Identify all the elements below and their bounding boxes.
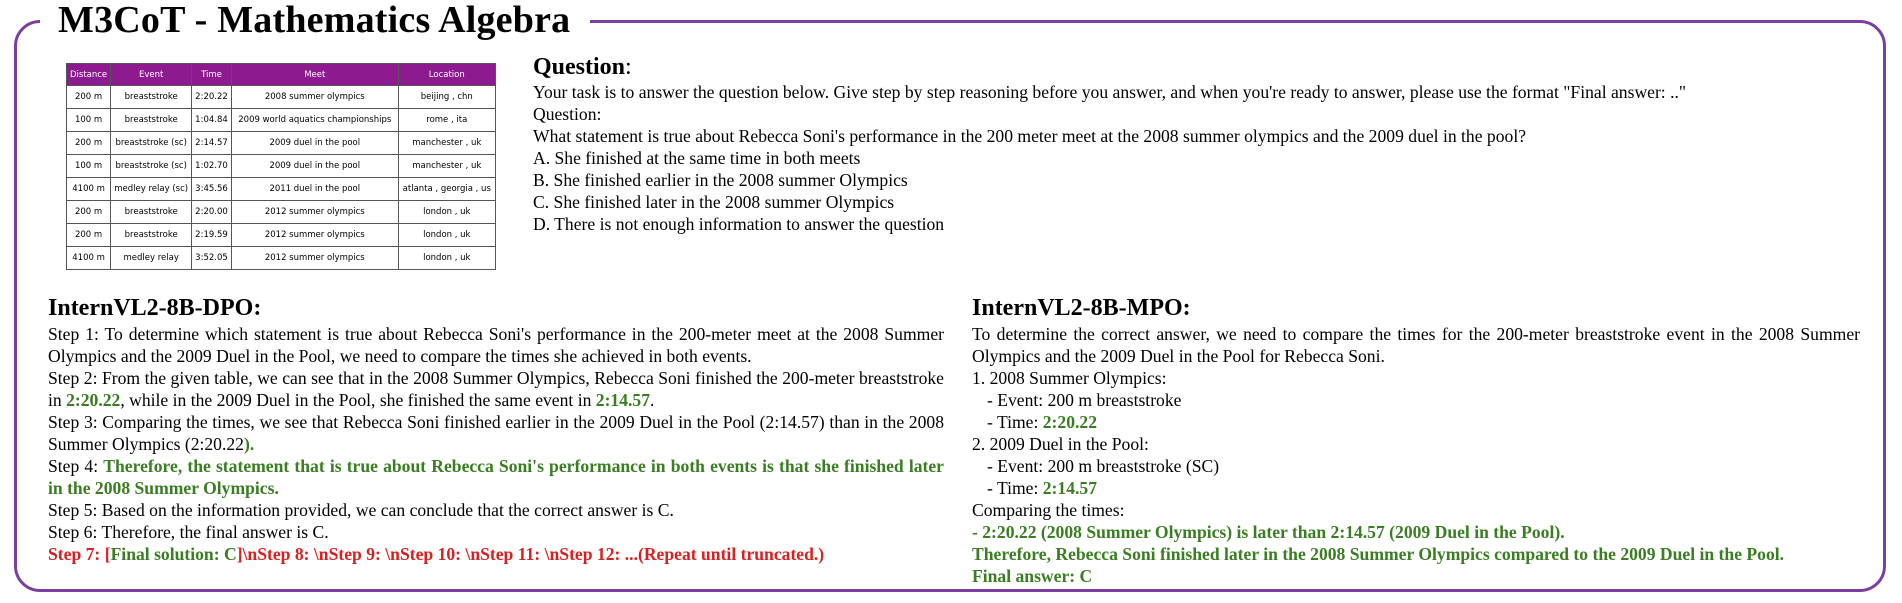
table-cell: 2012 summer olympics: [231, 224, 398, 247]
table-cell: breaststroke: [111, 109, 192, 132]
table-row: [67, 178, 496, 201]
mpo-conclusion-1: - 2:20.22 (2008 Summer Olympics) is later than 2:14.57 (2009 Duel in the Pool).: [972, 522, 1565, 542]
mpo-item-1: 1. 2008 Summer Olympics:: [972, 368, 1167, 388]
dpo-step-2: Step 2: From the given table, we can see that in the 2008 Summer Olympics, Rebecca Soni finished the 200-meter breaststroke in 2:20.22, while in the 2009 Duel in the Pool, she finished the same event in 2:14.57.: [48, 368, 944, 410]
table-cell: medley relay: [111, 247, 192, 270]
table-cell: 4100 m: [67, 178, 111, 201]
table-cell: 100 m: [67, 109, 111, 132]
table-header-cell: Distance: [67, 64, 111, 86]
table-cell: 2009 duel in the pool: [231, 155, 398, 178]
data-table: [66, 63, 496, 270]
table-cell: 2:19.59: [192, 224, 232, 247]
time-2009: 2:14.57: [595, 390, 651, 410]
table-cell: 2008 summer olympics: [231, 86, 398, 109]
mpo-compare: Comparing the times:: [972, 500, 1125, 520]
question-label: Question:: [533, 104, 602, 124]
table-cell: 200 m: [67, 86, 111, 109]
table-row: [67, 132, 496, 155]
table-cell: rome , ita: [398, 109, 495, 132]
table-cell: london , uk: [398, 224, 495, 247]
mpo-response: [972, 293, 1860, 587]
option-c: C. She finished later in the 2008 summer Olympics: [533, 192, 895, 212]
table-cell: manchester , uk: [398, 155, 495, 178]
table-cell: 1:04.84: [192, 109, 232, 132]
table-cell: 100 m: [67, 155, 111, 178]
table-cell: 200 m: [67, 201, 111, 224]
table-cell: 200 m: [67, 132, 111, 155]
question-heading: Question:: [533, 54, 632, 80]
table-cell: 2012 summer olympics: [231, 247, 398, 270]
option-d: D. There is not enough information to answer the question: [533, 214, 945, 234]
mpo-intro: To determine the correct answer, we need to compare the times for the 200-meter breaststroke event in the 2008 Summer Olympics and the 2009 Duel in the Pool for Rebecca Soni.: [972, 324, 1860, 366]
table-cell: 2:20.22: [192, 86, 232, 109]
mpo-item-2: 2. 2009 Duel in the Pool:: [972, 434, 1149, 454]
dpo-step-7: Step 7: [Final solution: C]\nStep 8: \nStep 9: \nStep 10: \nStep 11: \nStep 12: ...(Repeat until truncated.): [48, 544, 825, 564]
table-cell: 2:14.57: [192, 132, 232, 155]
table-cell: 1:02.70: [192, 155, 232, 178]
table-cell: breaststroke: [111, 86, 192, 109]
mpo-final-answer: Final answer: C: [972, 566, 1093, 586]
mpo-heading: InternVL2-8B-MPO:: [972, 295, 1191, 321]
table-cell: 2:20.00: [192, 201, 232, 224]
table-header-cell: Meet: [231, 64, 398, 86]
table-row: [67, 224, 496, 247]
table-cell: beijing , chn: [398, 86, 495, 109]
dpo-step-3: Step 3: Comparing the times, we see that Rebecca Soni finished earlier in the 2009 Duel in the Pool (2:14.57) than in the 2008 Summer Olympics (2:20.22).: [48, 412, 944, 454]
mpo-item-1-event: - Event: 200 m breaststroke: [987, 390, 1182, 410]
table-cell: breaststroke: [111, 201, 192, 224]
table-cell: 3:45.56: [192, 178, 232, 201]
table-row: [67, 86, 496, 109]
dpo-step-4: Step 4: Therefore, the statement that is true about Rebecca Soni's performance in both events is that she finished later in the 2008 Summer Olympics.: [48, 456, 944, 498]
table-row: [67, 155, 496, 178]
table-cell: 3:52.05: [192, 247, 232, 270]
table-cell: 2012 summer olympics: [231, 201, 398, 224]
table-cell: medley relay (sc): [111, 178, 192, 201]
table-header-row: [67, 64, 496, 86]
question-instruction: Your task is to answer the question below. Give step by step reasoning before you answer, and when you're ready to answer, please use the format "Final answer: ..": [533, 82, 1687, 102]
table-cell: atlanta , georgia , us: [398, 178, 495, 201]
dpo-step-6: Step 6: Therefore, the final answer is C.: [48, 522, 329, 542]
table-cell: manchester , uk: [398, 132, 495, 155]
option-a: A. She finished at the same time in both meets: [533, 148, 861, 168]
dpo-step-5: Step 5: Based on the information provided, we can conclude that the correct answer is C.: [48, 500, 674, 520]
table-header-cell: Time: [192, 64, 232, 86]
time-2008: 2:20.22: [66, 390, 121, 410]
page-title: M3CoT - Mathematics Algebra: [40, 0, 590, 42]
dpo-response: [48, 293, 944, 565]
table-cell: london , uk: [398, 201, 495, 224]
mpo-conclusion-2: Therefore, Rebecca Soni finished later in the 2008 Summer Olympics compared to the 2009 Duel in the Pool.: [972, 544, 1785, 564]
table-cell: london , uk: [398, 247, 495, 270]
table-cell: 4100 m: [67, 247, 111, 270]
mpo-item-2-event: - Event: 200 m breaststroke (SC): [987, 456, 1220, 476]
table-row: [67, 109, 496, 132]
dpo-heading: InternVL2-8B-DPO:: [48, 295, 262, 321]
table-row: [67, 247, 496, 270]
table-header-cell: Event: [111, 64, 192, 86]
mpo-item-1-time: - Time: 2:20.22: [987, 412, 1097, 432]
table-cell: 2009 world aquatics championships: [231, 109, 398, 132]
table-cell: breaststroke (sc): [111, 132, 192, 155]
option-b: B. She finished earlier in the 2008 summer Olympics: [533, 170, 908, 190]
mpo-item-2-time: - Time: 2:14.57: [987, 478, 1097, 498]
table-header-cell: Location: [398, 64, 495, 86]
question-block: [533, 53, 1883, 235]
table-cell: breaststroke (sc): [111, 155, 192, 178]
table-cell: 200 m: [67, 224, 111, 247]
table-cell: 2011 duel in the pool: [231, 178, 398, 201]
dpo-step-1: Step 1: To determine which statement is true about Rebecca Soni's performance in the 200-meter meet at the 2008 Summer Olympics and the 2009 Duel in the Pool, we need to compare the times she achieved in both events.: [48, 324, 944, 366]
table-cell: breaststroke: [111, 224, 192, 247]
table-row: [67, 201, 496, 224]
table-cell: 2009 duel in the pool: [231, 132, 398, 155]
question-text: What statement is true about Rebecca Soni's performance in the 200 meter meet at the 2008 summer olympics and the 2009 duel in the pool?: [533, 126, 1527, 146]
